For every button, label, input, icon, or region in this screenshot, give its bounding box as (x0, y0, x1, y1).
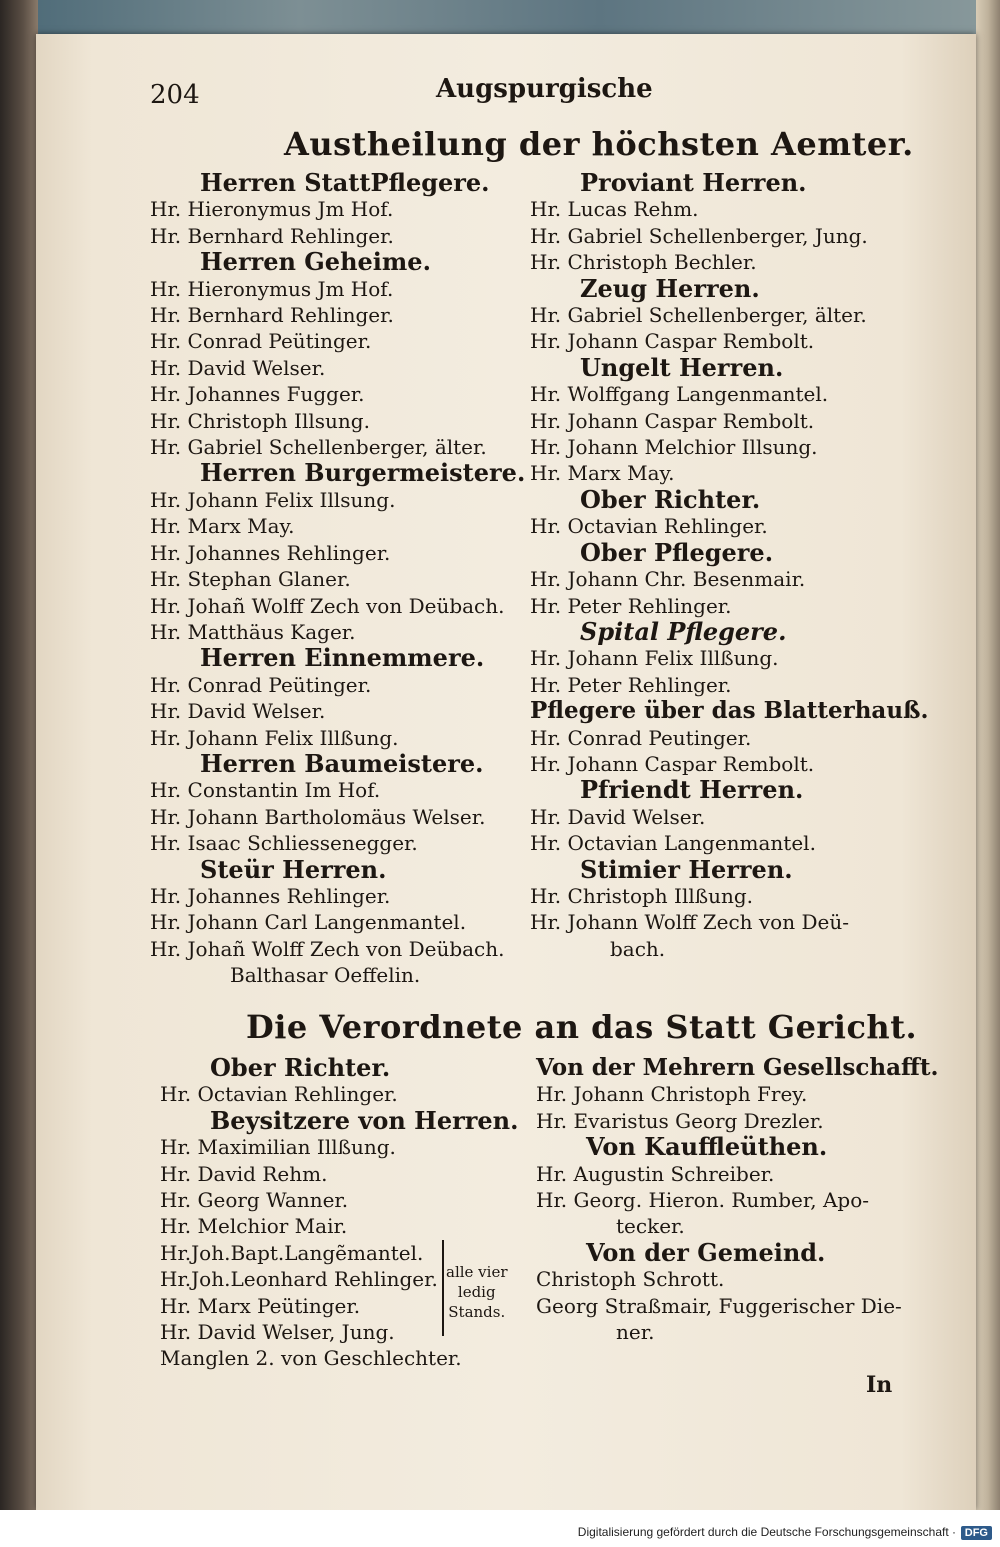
section-heading: Proviant Herren. (580, 168, 807, 197)
catchword: In (866, 1372, 893, 1398)
name-entry: Hr. Johann Bartholomäus Welser. (150, 804, 486, 829)
name-entry: Hr. Johann Melchior Illsung. (530, 435, 818, 460)
name-entry: Hr. Matthäus Kager. (150, 619, 356, 644)
name-entry: Hr. Johann Felix Illsung. (150, 487, 396, 512)
page-number: 204 (150, 80, 200, 110)
name-entry: Hr. Johannes Fugger. (150, 382, 365, 407)
name-entry: Hr. Bernhard Rehlinger. (150, 223, 394, 248)
name-entry: Hr. Johann Caspar Rembolt. (530, 408, 815, 433)
name-entry: Hr. Peter Rehlinger. (530, 593, 732, 618)
name-entry: Hr. Stephan Glaner. (150, 567, 351, 592)
section-heading: Von der Gemeind. (586, 1237, 826, 1267)
name-entry: Hr. David Welser. (530, 804, 706, 829)
name-entry: Christoph Schrott. (536, 1267, 725, 1292)
section-heading: Ungelt Herren. (580, 352, 784, 382)
upper-right-column (530, 168, 929, 962)
name-entry: Hr. Gabriel Schellenberger, älter. (150, 435, 487, 460)
footer-credit: Digitalisierung gefördert durch die Deutsche Forschungsgemeinschaft · (577, 1525, 956, 1539)
name-entry: Hr. Lucas Rehm. (530, 197, 699, 222)
name-entry: Hr. Johann Felix Illßung. (530, 646, 779, 671)
name-entry: Hr. Johañ Wolff Zech von Deübach. (150, 936, 505, 961)
section-heading: Von der Mehrern Gesellschafft. (536, 1054, 939, 1081)
name-entry: Hr. Gabriel Schellenberger, Jung. (530, 223, 868, 248)
name-entry: Hr. Conrad Peütinger. (150, 672, 372, 697)
name-entry: Hr. Conrad Peütinger. (150, 329, 372, 354)
section-heading: Stimier Herren. (580, 854, 793, 884)
section-heading: Spital Pflegere. (580, 616, 787, 646)
name-entry: Hr. Octavian Rehlinger. (530, 514, 768, 539)
upper-left-column (150, 168, 526, 989)
name-entry: Hr.Joh.Bapt.Langẽmantel. (160, 1240, 424, 1265)
name-entry: Hr. Gabriel Schellenberger, älter. (530, 303, 867, 328)
name-entry: Hr. Johann Christoph Frey. (536, 1082, 808, 1107)
section-title: Austheilung der höchsten Aemter. (284, 125, 914, 163)
name-entry: Hr. Octavian Rehlinger. (160, 1082, 398, 1107)
section-heading: Pfriendt Herren. (580, 775, 804, 805)
section-heading: Herren StattPflegere. (200, 168, 490, 197)
name-entry: Hr. Bernhard Rehlinger. (150, 303, 394, 328)
name-entry: Hr. Georg. Hieron. Rumber, Apo- (536, 1188, 869, 1213)
name-entry: Hr.Joh.Leonhard Rehlinger. (160, 1267, 438, 1292)
name-entry: Hr. Conrad Peutinger. (530, 725, 752, 750)
entry-continuation: Balthasar Oeffelin. (230, 963, 421, 988)
name-entry: Hr. Hieronymus Jm Hof. (150, 276, 394, 301)
name-entry: Hr. David Welser, Jung. (160, 1320, 395, 1345)
name-entry: Hr. Isaac Schliessenegger. (150, 831, 418, 856)
left-page-edge (0, 0, 38, 1547)
name-entry: Hr. Melchior Mair. (160, 1214, 348, 1239)
name-entry: Hr. Johann Chr. Besenmair. (530, 567, 806, 592)
section-heading: Pflegere über das Blatterhauß. (530, 697, 929, 725)
name-entry: Hr. Marx May. (150, 514, 295, 539)
name-entry: Georg Straßmair, Fuggerischer Die- (536, 1293, 902, 1318)
name-entry: Hr. Christoph Illsung. (150, 408, 370, 433)
section-heading: Herren Baumeistere. (200, 748, 484, 778)
note-line: Stands. (448, 1303, 506, 1321)
name-entry: Hr. Johann Caspar Rembolt. (530, 751, 815, 776)
section-heading: Herren Geheime. (200, 247, 431, 277)
name-entry: Hr. David Welser. (150, 355, 326, 380)
dfg-logo: DFG (961, 1526, 992, 1540)
lower-right-column (536, 1054, 939, 1345)
name-entry: Hr. Johann Caspar Rembolt. (530, 329, 815, 354)
name-entry: Hr. Augustin Schreiber. (536, 1161, 775, 1186)
section-heading: Ober Richter. (210, 1053, 391, 1082)
note-line: ledig (457, 1283, 496, 1301)
name-entry: Hr. Peter Rehlinger. (530, 672, 732, 697)
running-head: Augspurgische (436, 74, 653, 104)
name-entry: Hr. Marx Peütinger. (160, 1293, 361, 1318)
right-page-edge (976, 0, 1000, 1547)
section-heading: Ober Richter. (580, 484, 761, 514)
name-entry: Hr. Marx May. (530, 461, 675, 486)
name-entry: Hr. Octavian Langenmantel. (530, 831, 816, 856)
name-entry: Hr. Johañ Wolff Zech von Deübach. (150, 593, 505, 618)
name-entry: Hr. Maximilian Illßung. (160, 1135, 396, 1160)
section-heading: Von Kauffleüthen. (586, 1132, 828, 1162)
name-entry: Hr. Johann Felix Illßung. (150, 725, 399, 750)
name-entry: Hr. Wolffgang Langenmantel. (530, 382, 829, 407)
entry-continuation: tecker. (616, 1214, 685, 1239)
name-entry: Hr. Christoph Bechler. (530, 250, 757, 275)
section-heading: Ober Pflegere. (580, 537, 774, 567)
name-entry: Hr. Johann Wolff Zech von Deü- (530, 910, 849, 935)
section-heading: Herren Burgermeistere. (200, 458, 526, 488)
footer-bar (0, 1510, 1000, 1547)
section-heading: Zeug Herren. (580, 273, 760, 303)
name-entry: Hr. Johann Carl Langenmantel. (150, 910, 467, 935)
brace-bracket (432, 1240, 444, 1336)
name-entry: Hr. Evaristus Georg Drezler. (536, 1108, 824, 1133)
entry-continuation: ner. (616, 1320, 655, 1345)
name-entry: Hr. Hieronymus Jm Hof. (150, 197, 394, 222)
entry-continuation: bach. (610, 936, 666, 961)
section-heading: Herren Einnemmere. (200, 643, 485, 673)
name-entry: Hr. Georg Wanner. (160, 1188, 349, 1213)
note-line: alle vier (446, 1263, 508, 1281)
section-title-2: Die Verordnete an das Statt Gericht. (246, 1008, 918, 1046)
name-entry: Hr. David Rehm. (160, 1161, 328, 1186)
section-heading: Steür Herren. (200, 854, 387, 884)
name-entry: Hr. Johannes Rehlinger. (150, 540, 391, 565)
name-entry: Hr. Johannes Rehlinger. (150, 883, 391, 908)
name-entry: Manglen 2. von Geschlechter. (160, 1346, 462, 1371)
name-entry: Hr. Christoph Illßung. (530, 883, 754, 908)
section-heading: Beysitzere von Herren. (210, 1105, 519, 1135)
name-entry: Hr. Constantin Im Hof. (150, 778, 381, 803)
name-entry: Hr. David Welser. (150, 699, 326, 724)
margin-note (446, 1262, 508, 1322)
